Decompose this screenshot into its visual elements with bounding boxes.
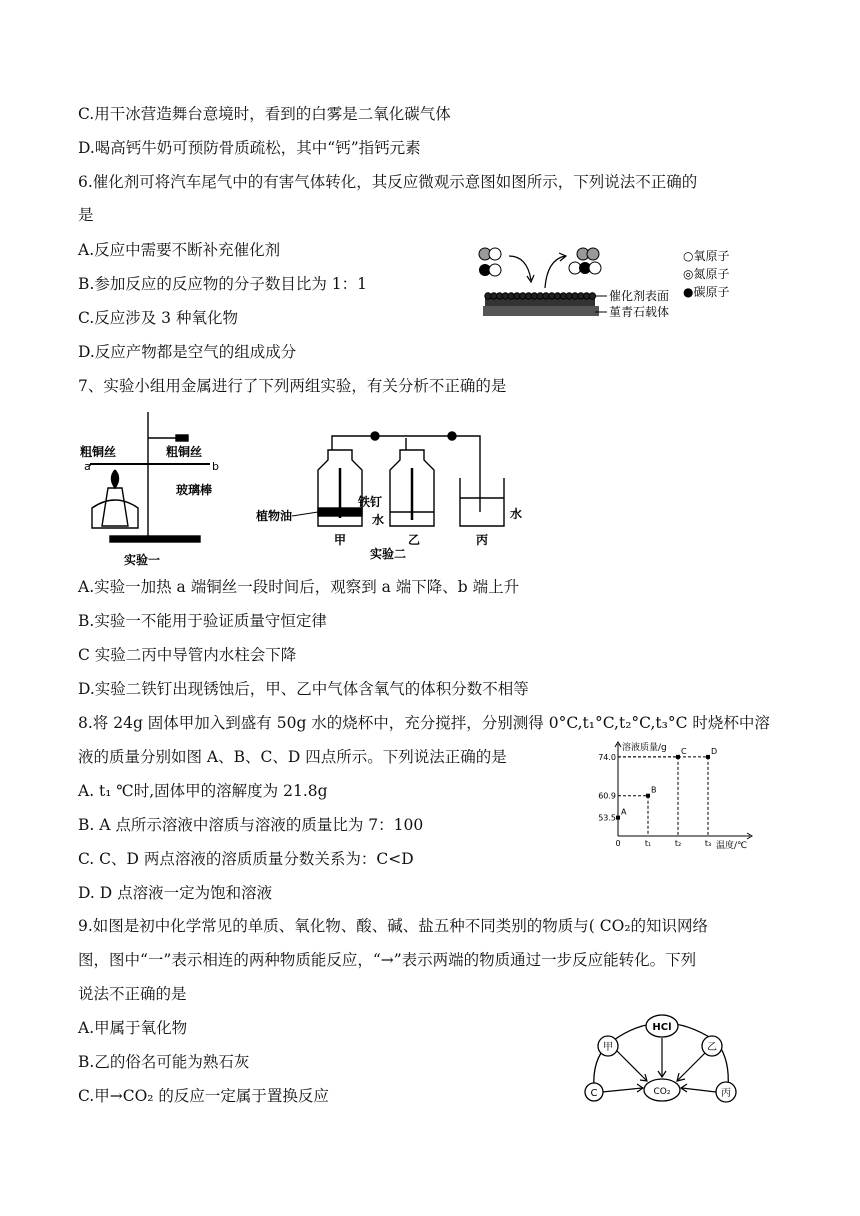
legend-oxygen: ○氧原子 xyxy=(683,249,730,263)
text-line: D.反应产物都是空气的组成成分 xyxy=(78,343,297,361)
point-label: D xyxy=(711,746,718,756)
y-tick-label: 74.0 xyxy=(598,752,616,762)
legend-carbon: ●碳原子 xyxy=(683,285,730,299)
node-jia: 甲 xyxy=(603,1042,613,1053)
experiment-apparatus xyxy=(80,408,540,568)
node-c: C xyxy=(590,1088,598,1099)
text-line: C.甲→CO₂ 的反应一定属于置换反应 xyxy=(78,1087,329,1105)
text-line: C.反应涉及 3 种氧化物 xyxy=(78,309,238,327)
text-line: A.实验一加热 a 端铜丝一段时间后，观察到 a 端下降、b 端上升 xyxy=(78,578,520,596)
text-line: 6.催化剂可将汽车尾气中的有害气体转化，其反应微观示意图如图所示，下列说法不正确的 xyxy=(78,173,698,191)
catalyst-surface xyxy=(485,293,596,306)
end-b-label: b xyxy=(212,460,219,473)
data-point xyxy=(616,816,620,820)
experiment-two xyxy=(318,432,504,526)
text-line: D.喝高钙牛奶可预防骨质疏松，其中“钙”指钙元素 xyxy=(78,139,421,157)
text-line: A.甲属于氧化物 xyxy=(78,1019,188,1037)
copper-wire-label-right: 粗铜丝 xyxy=(166,445,203,459)
text-line: C 实验二丙中导管内水柱会下降 xyxy=(78,646,297,664)
node-bing: 丙 xyxy=(721,1088,731,1099)
iron-nail-label: 铁钉 xyxy=(358,495,383,509)
catalyst-diagram xyxy=(475,244,745,322)
text-line: 7、实验小组用金属进行了下列两组实验，有关分析不正确的是 xyxy=(78,377,507,395)
experiment-two-label: 实验二 xyxy=(370,547,407,561)
text-line: 9.如图是初中化学常见的单质、氧化物、酸、碱、盐五种不同类别的物质与( CO₂的知识网络 xyxy=(78,917,709,935)
bottle-jia-label: 甲 xyxy=(334,533,347,547)
glass-rod-label: 玻璃棒 xyxy=(176,483,213,497)
text-line: A. t₁ ℃时,固体甲的溶解度为 21.8g xyxy=(78,782,328,800)
data-point xyxy=(706,755,710,759)
text-line: C. C、D 两点溶液的溶质质量分数关系为：C<D xyxy=(78,850,414,868)
text-line: 是 xyxy=(78,206,94,224)
text-line: B.参加反应的反应物的分子数目比为 1：1 xyxy=(78,275,367,293)
y-tick-label: 60.9 xyxy=(598,791,616,801)
node-yi: 乙 xyxy=(707,1042,717,1053)
node-hcl: HCl xyxy=(652,1022,672,1033)
point-label: B xyxy=(651,785,657,795)
data-point xyxy=(646,794,650,798)
point-label: A xyxy=(621,807,627,817)
text-line: 8.将 24g 固体甲加入到盛有 50g 水的烧杯中，充分搅拌，分别测得 0°C,t₁°C,t₂°C,t₃°C 时烧杯中溶 xyxy=(78,714,770,732)
text-line: 图，图中“一”表示相连的两种物质能反应，“→”表示两端的物质通过一步反应能转化。下列 xyxy=(78,951,697,969)
carrier-block xyxy=(483,306,599,316)
text-line: B. A 点所示溶液中溶质与溶液的质量比为 7：100 xyxy=(78,816,424,834)
text-line: B.实验一不能用于验证质量守恒定律 xyxy=(78,612,327,630)
text-line: C.用干冰营造舞台意境时，看到的白雾是二氧化碳气体 xyxy=(78,105,451,123)
x-tick-label: t₃ xyxy=(704,839,712,848)
solution-mass-chart xyxy=(590,738,760,850)
water-label-mid: 水 xyxy=(372,513,385,527)
vegetable-oil-label: 植物油 xyxy=(256,509,293,523)
experiment-one-label: 实验一 xyxy=(124,553,161,567)
x-tick-label: t₁ xyxy=(644,839,652,848)
text-line: D. D 点溶液一定为饱和溶液 xyxy=(78,884,273,902)
water-label-right: 水 xyxy=(510,507,523,521)
bottle-yi-label: 乙 xyxy=(408,533,421,547)
node-co2: CO₂ xyxy=(653,1087,671,1097)
text-line: D.实验二铁钉出现锈蚀后，甲、乙中气体含氧气的体积分数不相等 xyxy=(78,680,529,698)
text-line: B.乙的俗名可能为熟石灰 xyxy=(78,1053,250,1071)
copper-wire-label-left: 粗铜丝 xyxy=(80,445,117,459)
text-line: 说法不正确的是 xyxy=(78,985,187,1003)
chart-ylabel: 溶液质量/g xyxy=(622,743,667,753)
legend-nitrogen: ◎氮原子 xyxy=(683,267,730,281)
y-tick-label: 53.5 xyxy=(598,813,616,823)
beaker-bing-label: 丙 xyxy=(476,533,489,547)
surface-bead xyxy=(589,293,595,299)
x-tick-label: 0 xyxy=(615,839,621,848)
point-label: C xyxy=(681,746,687,756)
experiment-one xyxy=(90,412,213,542)
co2-network-diagram xyxy=(578,1010,748,1106)
text-line: A.反应中需要不断补充催化剂 xyxy=(78,241,281,259)
carrier-label: 堇青石载体 xyxy=(609,305,670,319)
chart-xlabel: 温度/℃ xyxy=(716,841,748,850)
x-tick-label: t₂ xyxy=(674,839,682,848)
end-a-label: a xyxy=(84,460,91,473)
surface-label: 催化剂表面 xyxy=(609,289,670,303)
text-line: 液的质量分别如图 A、B、C、D 四点所示。下列说法正确的是 xyxy=(78,748,507,766)
